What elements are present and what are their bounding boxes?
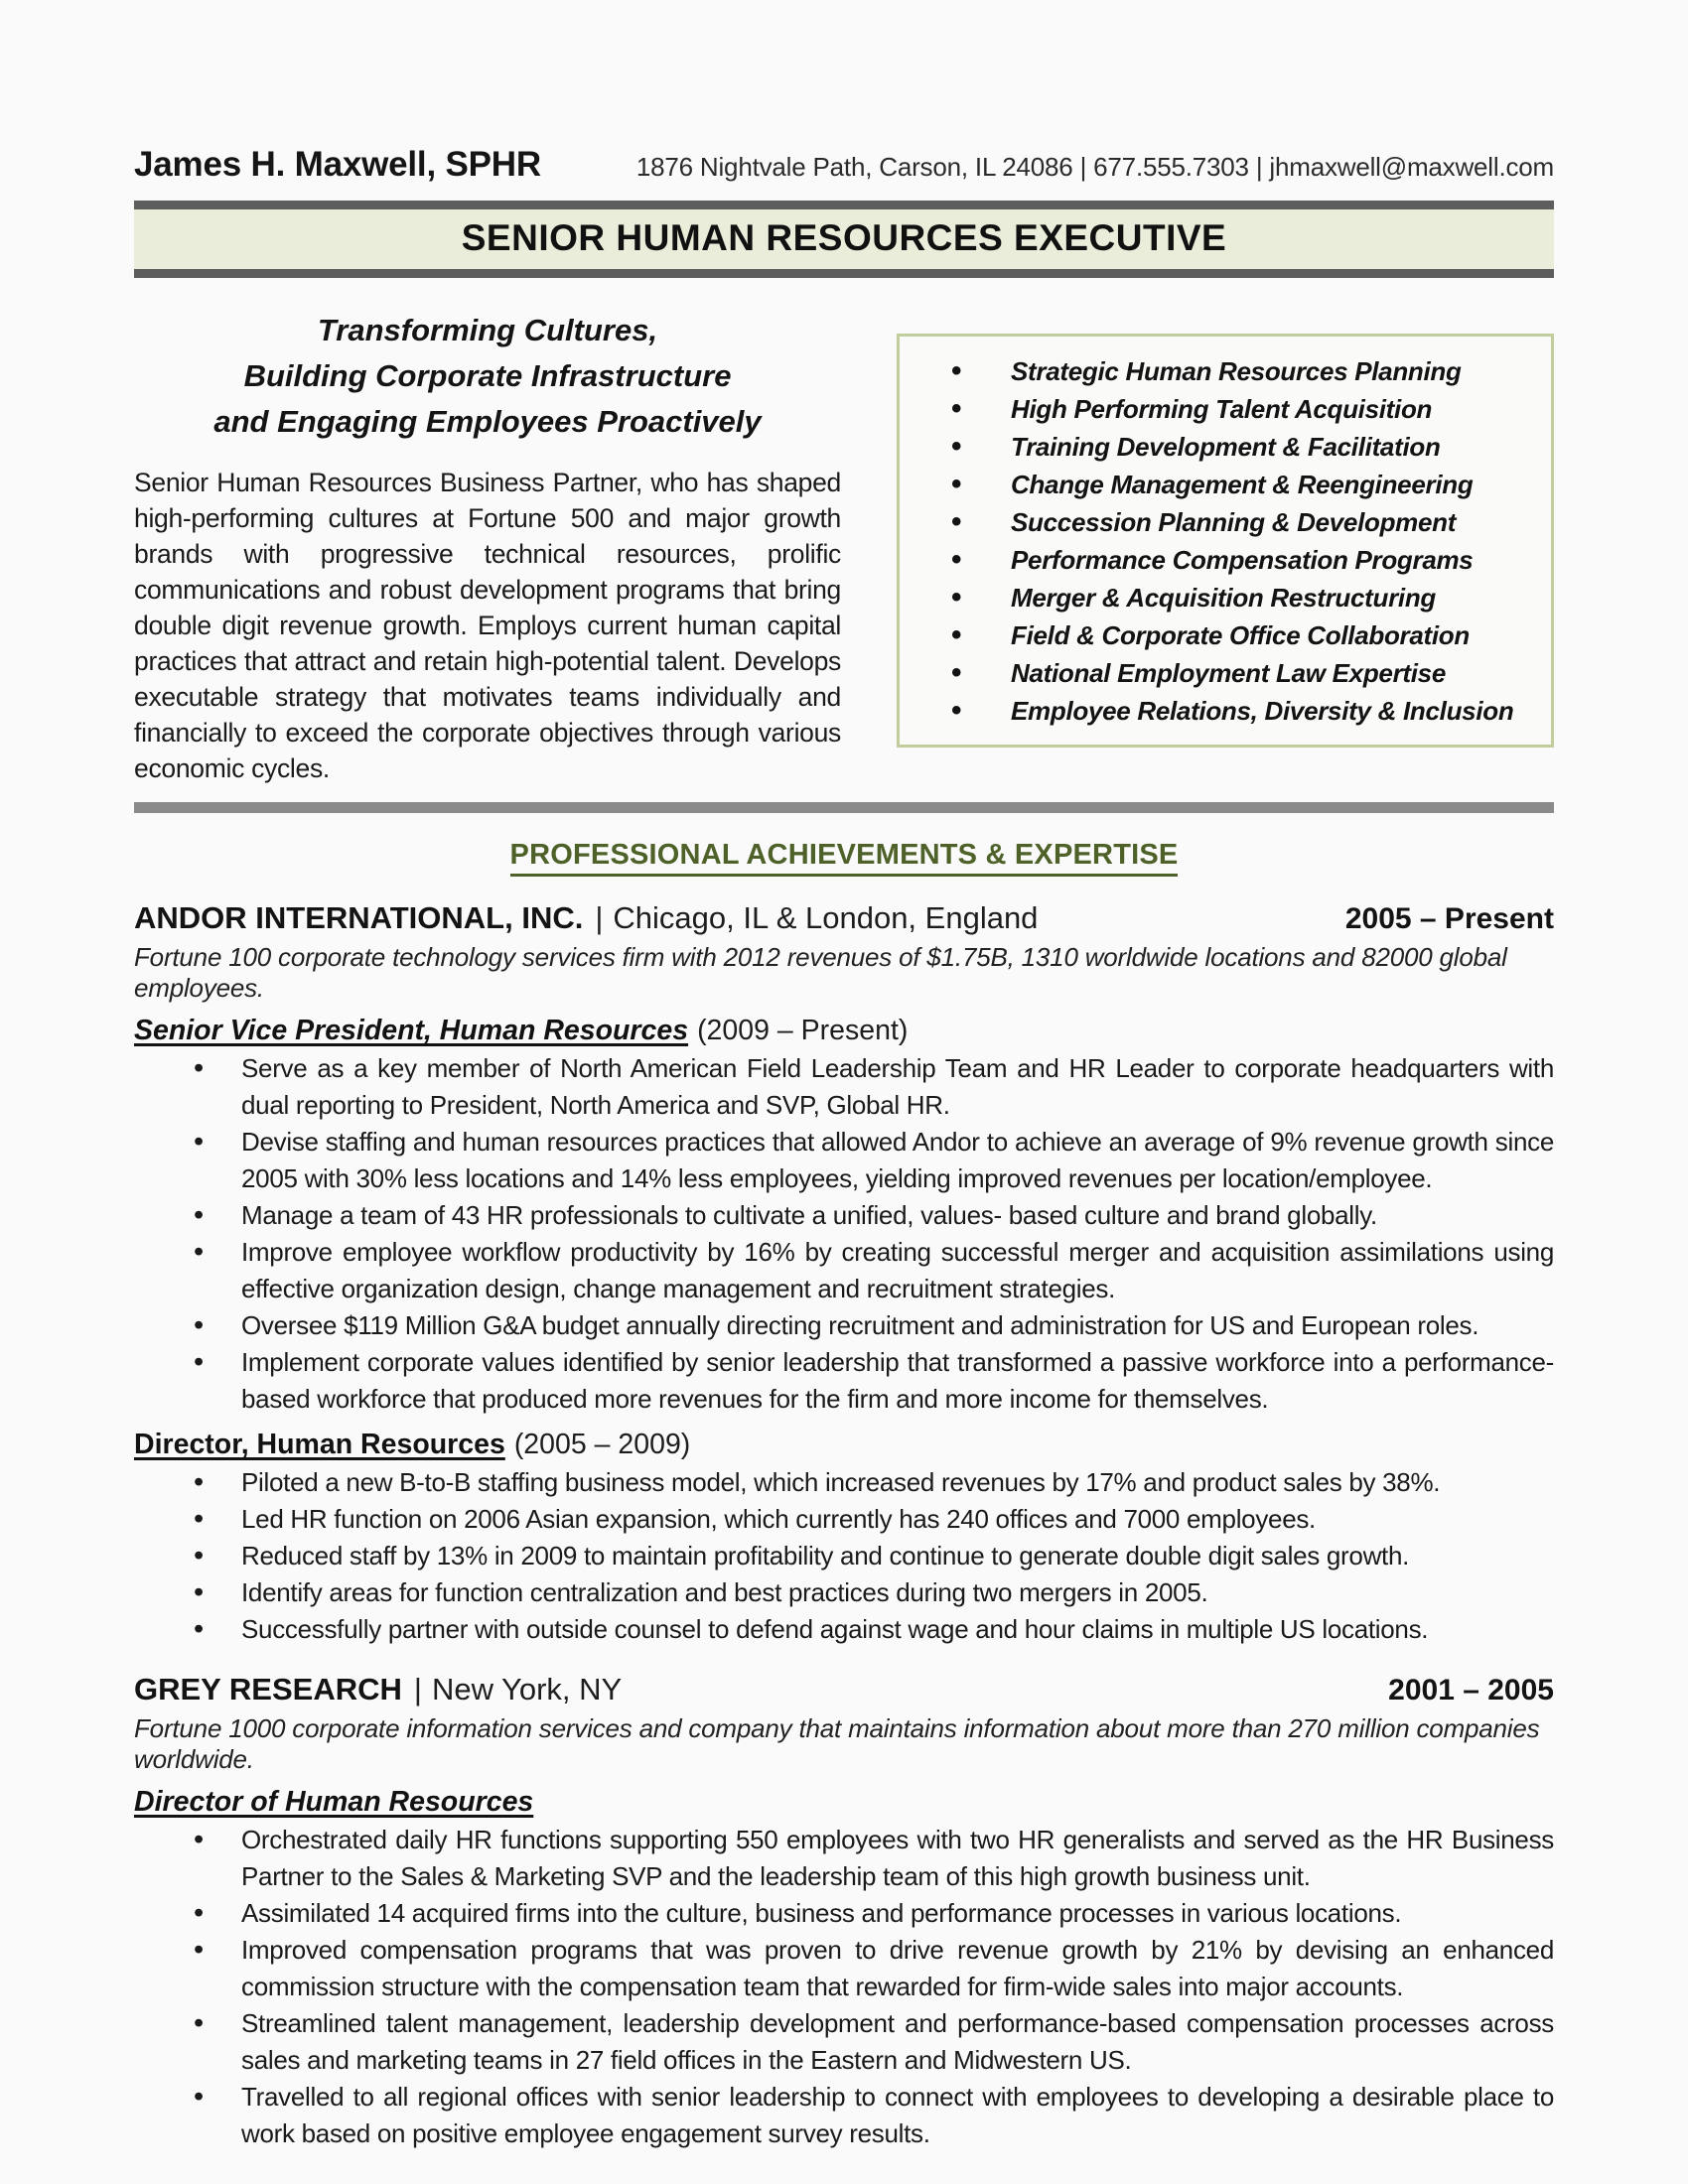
skill-item: • Merger & Acquisition Restructuring [900,579,1541,616]
role-bullets [134,1464,1554,1648]
role-title-line [134,1784,1554,1820]
skill-item: • High Performing Talent Acquisition [900,390,1541,428]
bullet-item: • Piloted a new B-to-B staffing business model, which increased revenues by 17% and product sales by 38%. [134,1464,1554,1501]
role-title: Director, Human Resources [134,1429,505,1460]
section-heading: PROFESSIONAL ACHIEVEMENTS & EXPERTISE [510,838,1179,877]
skill-item: • Performance Compensation Programs [900,541,1541,579]
role-title: Senior Vice President, Human Resources [134,1015,689,1046]
bullet-item: • Assimilated 14 acquired firms into the culture, business and performance processes in various locations. [134,1895,1554,1932]
bullet-item: • Reduced staff by 13% in 2009 to maintain profitability and continue to generate double digit sales growth. [134,1538,1554,1574]
role-title-line [134,1427,1554,1462]
skill-item: • Change Management & Reengineering [900,466,1541,503]
pipe-separator: | [595,900,604,935]
role-title: Director of Human Resources [134,1786,534,1818]
company-name: GREY RESEARCH [134,1672,402,1706]
bullet-item: • Improve employee workflow productivity by 16% by creating successful merger and acquisition assimilations using effective organization design, change management and recruitment strategies. [134,1234,1554,1307]
bullet-item: • Manage a team of 43 HR professionals to cultivate a unified, values- based culture and brand globally. [134,1197,1554,1234]
tagline-line: and Engaging Employees Proactively [213,404,762,439]
skill-item: • Succession Planning & Development [900,503,1541,541]
skill-item: • Strategic Human Resources Planning [900,352,1541,390]
skill-item: • National Employment Law Expertise [900,654,1541,692]
bullet-item: • Led HR function on 2006 Asian expansion, which currently has 240 offices and 7000 employees. [134,1501,1554,1538]
company-header [134,899,1554,937]
company-location: New York, NY [431,1672,623,1706]
company-left [134,1671,622,1708]
bullet-item: • Streamlined talent management, leadership development and performance-based compensation processes across sales and marketing teams in 27 field offices in the Eastern and Midwestern US. [134,2005,1554,2079]
skill-item: • Field & Corporate Office Collaboration [900,616,1541,654]
bullet-item: • Orchestrated daily HR functions supporting 550 employees with two HR generalists and served as the HR Business Partner to the Sales & Marketing SVP and the leadership team of this high growth business unit. [134,1822,1554,1895]
role-title-line [134,1013,1554,1048]
skills-box [897,334,1554,748]
profile-left-column [134,308,841,786]
skill-item: • Training Development & Facilitation [900,428,1541,466]
profile-right-column [897,308,1554,786]
role-dates: (2005 – 2009) [513,1429,691,1460]
bullet-item: • Identify areas for function centralization and best practices during two mergers in 2005. [134,1574,1554,1611]
company-dates: 2001 – 2005 [1388,1674,1554,1706]
role-bullets [134,1822,1554,2152]
resume-content [134,0,1554,2152]
bullet-item: • Travelled to all regional offices with senior leadership to connect with employees to developing a desirable place to work based on positive employee engagement survey results. [134,2079,1554,2152]
company-name: ANDOR INTERNATIONAL, INC. [134,900,584,935]
company-descriptor: Fortune 1000 corporate information services and company that maintains information about more than 270 million companies worldwide. [134,1713,1540,1774]
bullet-item: • Serve as a key member of North American Field Leadership Team and HR Leader to corporate headquarters with dual reporting to President, North America and SVP, Global HR. [134,1050,1554,1124]
bullet-item: • Successfully partner with outside counsel to defend against wage and hour claims in multiple US locations. [134,1611,1554,1648]
tagline-line: Building Corporate Infrastructure [243,358,732,393]
experience-grey [134,1671,1554,2152]
profile-summary: Senior Human Resources Business Partner, who has shaped high-performing cultures at Fortune 500 and major growth brands with progressive technical resources, prolific communications and robust development programs that bring double digit revenue growth. Employs current human capital practices that attract and retain high-potential talent. Develops executable strategy that motivates teams individually and financially to exceed the corporate objectives through various economic cycles. [134,468,841,783]
role-bullets [134,1050,1554,1418]
contact-info: 1876 Nightvale Path, Carson, IL 24086 | 677.555.7303 | jhmaxwell@maxwell.com [635,152,1554,182]
bullet-item: • Implement corporate values identified by senior leadership that transformed a passive workforce into a performance-based workforce that produced more revenues for the firm and more income for themselves. [134,1344,1554,1418]
role-dates: (2009 – Present) [697,1015,909,1046]
skills-list [900,352,1541,730]
pipe-separator: | [413,1672,422,1706]
company-location: Chicago, IL & London, England [613,900,1039,935]
skill-item: • Employee Relations, Diversity & Inclusion [900,692,1541,730]
title-banner [134,201,1554,278]
person-name: James H. Maxwell, SPHR [134,145,541,184]
profile-section [134,308,1554,786]
profile-tagline [134,308,841,445]
section-heading-wrap [134,838,1554,877]
section-divider-bar [134,802,1554,813]
header [134,0,1554,185]
bullet-item: • Improved compensation programs that was proven to drive revenue growth by 21% by devising an enhanced commission structure with the compensation team that rewarded for firm-wide sales into major accounts. [134,1932,1554,2005]
company-descriptor: Fortune 100 corporate technology services firm with 2012 revenues of $1.75B, 1310 worldwide locations and 82000 global employees. [134,942,1507,1003]
experience-andor [134,899,1554,1648]
bullet-item: • Devise staffing and human resources practices that allowed Andor to achieve an average of 9% revenue growth since 2005 with 30% less locations and 14% less employees, yielding improved revenues per location/employee. [134,1124,1554,1197]
banner-title: SENIOR HUMAN RESOURCES EXECUTIVE [461,217,1227,258]
bullet-item: • Oversee $119 Million G&A budget annually directing recruitment and administration for US and European roles. [134,1307,1554,1344]
tagline-line: Transforming Cultures, [317,313,658,347]
company-header [134,1671,1554,1708]
company-left [134,899,1038,937]
company-dates: 2005 – Present [1344,902,1554,935]
